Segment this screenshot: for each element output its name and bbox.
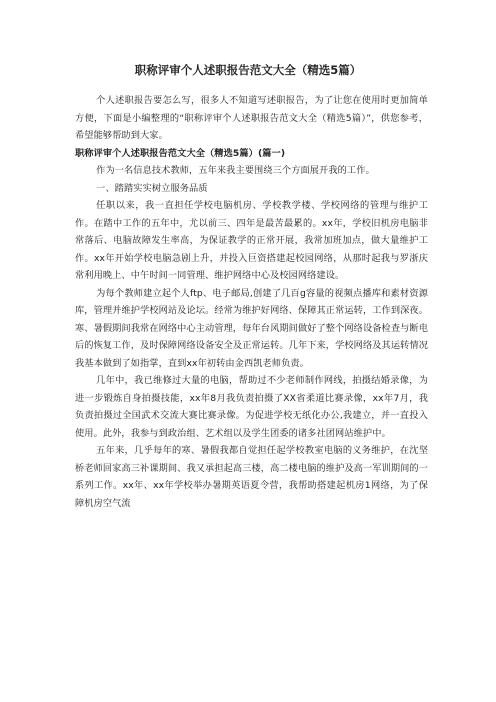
paragraph: 作为一名信息技术教师，五年来我主要围绕三个方面展开我的工作。 bbox=[96, 165, 375, 176]
paragraph: 为每个教师建立起个人ftp、电子邮局,创建了几百g容量的视频点播库和素材资源库，管理并维护学校网站及论坛。经常为维护好网络、保障其正常运转，工作到深夜。寒、暑假期间我常在网络中心主动管理，每年台风期间做好了整个网络设备检查与断电后的恢复工作，及时保障网络设备安全及正常运转。几年下来，学校网络及其运转情况我基本做到了如指掌，直到xx年初转由金西凯老师负责。 bbox=[75, 287, 428, 369]
intro-paragraph: 个人述职报告要怎么写，很多人不知道写述职报告，为了让您在使用时更加简单方便，下面是小编整理的“职称评审个人述职报告范文大全（精选5篇）”，供您参考，希望能够帮助到大家。 bbox=[75, 95, 428, 141]
document-title: 职称评审个人述职报告范文大全（精选5篇） bbox=[134, 63, 362, 77]
paragraph: 五年来，几乎每年的寒、暑假我都自觉担任起学校教室电脑的义务维护，在沈坚桥老师回家高三补课期间、我又承担起高三楼，高二楼电脑的维护及高一军训期间的一系列工作。xx年、xx年学校举办暑期英语夏令营，我帮助搭建起机房1网络，为了保障机房空气流 bbox=[75, 445, 428, 509]
paragraph: 几年中，我已维修过大量的电脑，帮助过不少老师制作网线，拍摄结婚录像，为进一步锻炼自身拍摄技能，xx年8月我负责拍摄了XX省柔道比赛录像，xx年7月，我负责拍摄过全国武术交流大赛比赛录像。为促进学校无纸化办公,我建立，并一直投入使用。此外，我参与到政治组、艺术组以及学生团委的诸多社团网站维护中。 bbox=[75, 375, 428, 439]
paragraph: 任职以来，我一直担任学校电脑机房、学校教学楼、学校网络的管理与维护工作。在踏中工作的五年中，尤以前三、四年是最苦最累的。xx年，学校旧机房电脑非常落后、电脑故障发生率高，为保证教学的正常开展，我常加班加点，做大量维护工作。xx年开始学校电脑急剧上升，并投入巨资搭建起校园网络，从那时起我与罗浙庆常利用晚上、中午时间一同管理、维护网络中心及校园网络建设。 bbox=[75, 200, 428, 281]
document-body bbox=[75, 92, 428, 512]
section-heading: 一、踏踏实实树立服务品质 bbox=[96, 182, 208, 194]
section-title: 职称评审个人述职报告范文大全（精选5篇）(篇一) bbox=[75, 147, 286, 159]
